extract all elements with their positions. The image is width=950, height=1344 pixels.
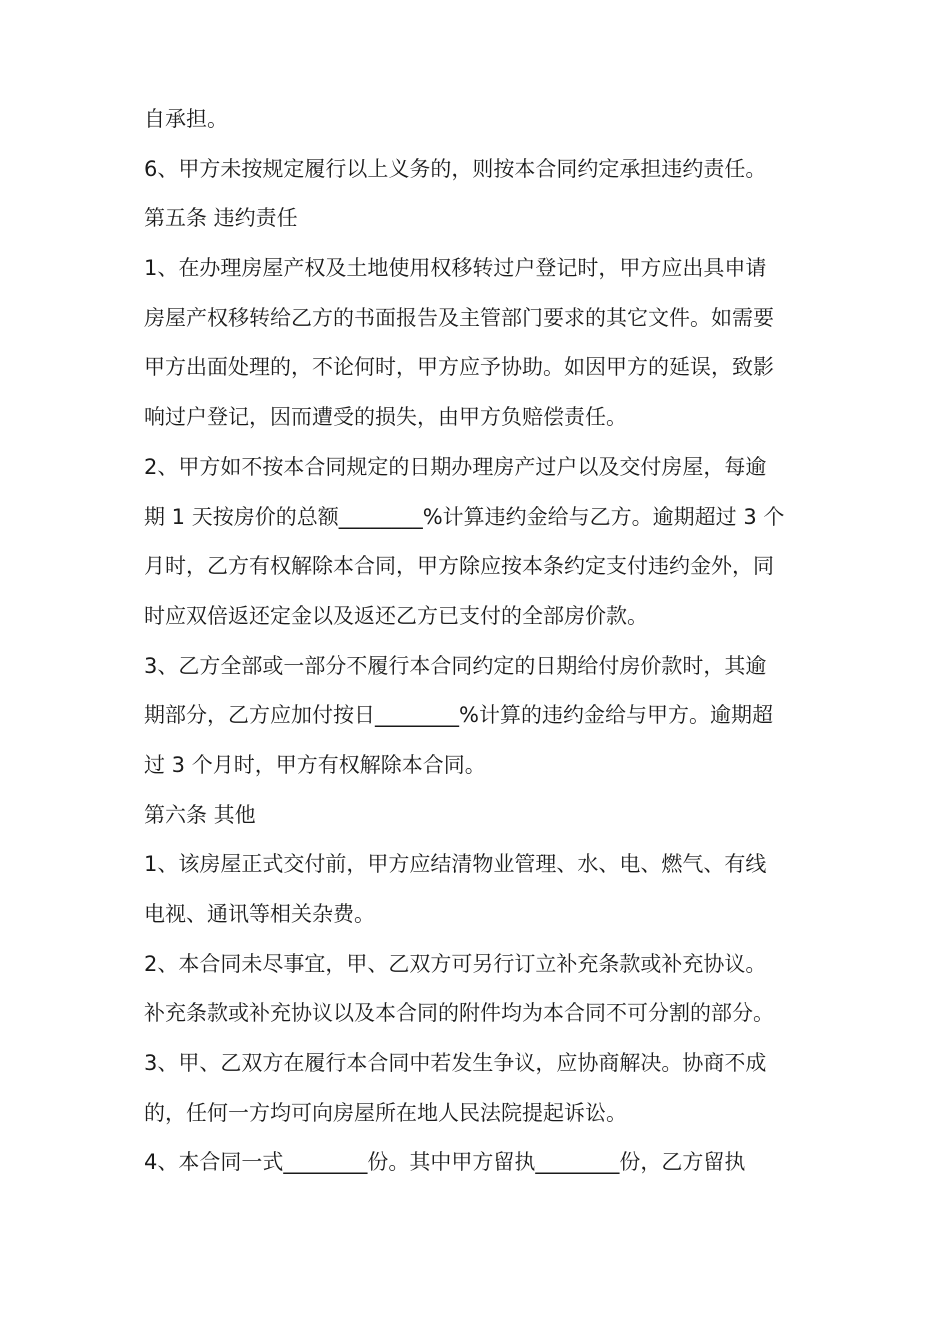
text-line: 2、甲方如不按本合同规定的日期办理房产过户以及交付房屋，每逾 bbox=[144, 454, 767, 479]
text-line: 期 1 天按房价的总额________%计算违约金给与乙方。逾期超过 3 个 bbox=[144, 504, 785, 529]
text-line: 2、本合同未尽事宜，甲、乙双方可另行订立补充条款或补充协议。 bbox=[144, 951, 767, 976]
section-heading: 第六条 其他 bbox=[144, 802, 256, 827]
text-line: 过 3 个月时，甲方有权解除本合同。 bbox=[144, 752, 486, 777]
text-line: 电视、通讯等相关杂费。 bbox=[144, 902, 375, 926]
section-heading: 第五条 违约责任 bbox=[144, 206, 298, 231]
text-line: 6、甲方未按规定履行以上义务的，则按本合同约定承担违约责任。 bbox=[144, 156, 767, 181]
text-line: 响过户登记，因而遭受的损失，由甲方负赔偿责任。 bbox=[144, 405, 627, 430]
text-line: 1、该房屋正式交付前，甲方应结清物业管理、水、电、燃气、有线 bbox=[144, 852, 767, 877]
text-line: 月时，乙方有权解除本合同，甲方除应按本条约定支付违约金外，同 bbox=[144, 554, 774, 579]
text-line: 期部分，乙方应加付按日________%计算的违约金给与甲方。逾期超 bbox=[144, 703, 773, 728]
text-line: 房屋产权移转给乙方的书面报告及主管部门要求的其它文件。如需要 bbox=[144, 305, 774, 330]
text-line: 时应双倍返还定金以及返还乙方已支付的全部房价款。 bbox=[144, 603, 648, 628]
text-line: 4、本合同一式________份。其中甲方留执________份，乙方留执 bbox=[144, 1150, 746, 1175]
text-line: 补充条款或补充协议以及本合同的附件均为本合同不可分割的部分。 bbox=[144, 1001, 774, 1026]
text-line: 3、甲、乙双方在履行本合同中若发生争议，应协商解决。协商不成 bbox=[144, 1051, 767, 1076]
text-line: 3、乙方全部或一部分不履行本合同约定的日期给付房价款时，其逾 bbox=[144, 653, 767, 678]
text-line: 自承担。 bbox=[144, 107, 228, 131]
text-line: 甲方出面处理的，不论何时，甲方应予协助。如因甲方的延误，致影 bbox=[144, 355, 774, 380]
text-line: 1、在办理房屋产权及土地使用权移转过户登记时，甲方应出具申请 bbox=[144, 256, 767, 281]
text-line: 的，任何一方均可向房屋所在地人民法院提起诉讼。 bbox=[144, 1100, 627, 1125]
contract-text bbox=[144, 95, 824, 1188]
